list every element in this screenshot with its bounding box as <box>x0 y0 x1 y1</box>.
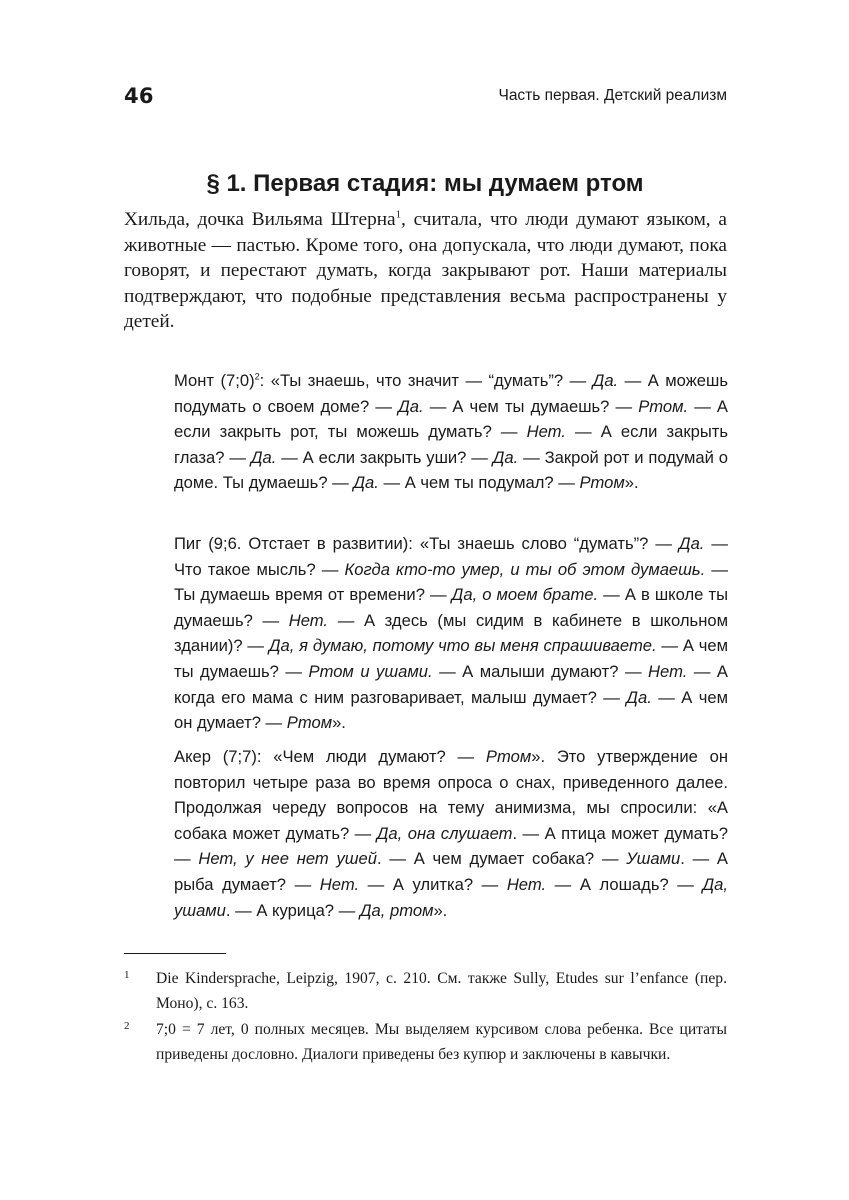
child-answer: Ртом. <box>638 396 689 416</box>
dialogue-text: ». <box>624 473 639 493</box>
dialogue-text: Пиг (9;6. Отстает в развитии): «Ты знаешь слово “думать”? — <box>174 534 679 553</box>
dialogue-text: Монт (7;0) <box>174 371 255 390</box>
dialogue-text: — А чем ты думаешь? — <box>174 636 728 681</box>
footnote-2 <box>124 1018 727 1067</box>
footnote-ref-1[interactable]: 1 <box>395 209 401 221</box>
footnote-mark: 1 <box>124 969 130 981</box>
dialogue-text: — А чем он думает? — <box>174 687 729 733</box>
child-answer: Да. <box>398 396 424 416</box>
child-answer: Ртом <box>286 713 333 733</box>
body-text: , считала, что люди думают языком, а животные — пастью. Кроме того, она допускала, что люди думают, пока говорят, и перестают думать, когда закрывают рот. Наши материалы подтверждают, что подобные представления весьма распространены у детей. <box>124 209 727 332</box>
dialogue-text: — А можешь подумать о своем доме? — <box>174 371 728 416</box>
child-answer: Да, ушами <box>174 874 728 920</box>
footnote-1 <box>124 967 727 1016</box>
child-answer: Да, я думаю, потому что вы меня спрашиваете. <box>268 636 657 656</box>
dialogue-text: . — А курица? — <box>225 900 360 920</box>
child-answer: Да. <box>353 473 379 493</box>
child-answer: Ртом и ушами. <box>308 661 433 681</box>
child-answer: Да. <box>250 447 277 467</box>
child-answer: Нет, у нее нет ушей <box>198 849 377 869</box>
footnote-text: 7;0 = 7 лет, 0 полных месяцев. Мы выделяем курсивом слова ребенка. Все цитаты приведены дословно. Диалоги приведены без купюр и заключены в кавычки. <box>156 1021 727 1063</box>
footnote-ref-2[interactable]: 2 <box>254 371 260 382</box>
child-answer: Нет. <box>319 874 360 894</box>
dialogue-text: — Закрой рот и подумай о доме. Ты думаешь? — <box>174 447 729 493</box>
dialogue-text: — А улитка? — <box>359 874 507 894</box>
dialogue-pig <box>174 531 728 736</box>
dialogue-text: — А в школе ты думаешь? — <box>174 585 728 630</box>
dialogue-text: Акер (7;7): «Чем люди думают? — <box>174 747 486 766</box>
body-text: Хильда, дочка Вильяма Штерна <box>124 209 396 230</box>
dialogue-text: — А чем ты думаешь? — <box>423 396 639 416</box>
child-answer: Да. <box>626 687 652 707</box>
dialogue-text: ». Это утверждение он повторил четыре раза во время опроса о снах, приведенного далее. Продолжая череду вопросов на тему анимизма, мы спросили: «А собака может думать? — <box>174 747 728 843</box>
footnote-separator <box>124 953 226 954</box>
body-paragraph <box>124 207 727 335</box>
child-answer: Да, она слушает <box>376 823 513 843</box>
dialogue-text: — А малыши думают? — <box>432 661 649 681</box>
child-answer: Нет. <box>506 874 547 894</box>
footnote-mark: 2 <box>124 1020 130 1032</box>
dialogue-text: — А если закрыть рот, ты можешь думать? — <box>174 396 729 442</box>
dialogue-text: — А если закрыть глаза? — <box>174 422 729 467</box>
page-number: 46 <box>124 84 154 108</box>
child-answer: Ртом <box>579 473 625 493</box>
child-answer: Когда кто-то умер, и ты об этом думаешь. <box>344 559 706 579</box>
section-title: § 1. Первая стадия: мы думаем ртом <box>206 170 644 197</box>
dialogue-text: . — А птица может думать? — <box>174 823 728 869</box>
child-answer: Да. <box>592 371 619 390</box>
dialogue-text: ». <box>433 900 448 920</box>
dialogue-mont <box>174 368 728 496</box>
dialogue-text: — А лошадь? — <box>546 874 703 894</box>
child-answer: Да. <box>492 447 519 467</box>
dialogue-aker <box>174 744 728 923</box>
child-answer: Нет. <box>288 610 329 630</box>
dialogue-text: . — А рыба думает? — <box>174 849 728 894</box>
child-answer: Ушами <box>626 849 681 869</box>
child-answer: Да, ртом <box>359 900 434 920</box>
dialogue-text: ». <box>332 713 346 733</box>
child-answer: Нет. <box>526 422 566 442</box>
dialogue-text: — А чем ты подумал? — <box>378 473 580 493</box>
running-head: Часть первая. Детский реализм <box>498 87 727 104</box>
dialogue-text: . — А чем думает собака? — <box>377 849 627 869</box>
dialogue-text: — Что такое мысль? — <box>174 534 728 579</box>
dialogue-text: — Ты думаешь время от времени? — <box>174 559 728 605</box>
dialogue-text: — А здесь (мы сидим в кабинете в школьном здании)? — <box>174 610 728 656</box>
dialogue-text: : «Ты знаешь, что значит — “думать”? — <box>259 371 593 390</box>
dialogue-text: — А когда его мама с ним разговаривает, малыш думает? — <box>174 661 729 707</box>
child-answer: Да, о моем брате. <box>451 585 599 605</box>
child-answer: Да. <box>678 534 705 553</box>
child-answer: Нет. <box>648 661 688 681</box>
child-answer: Ртом <box>485 747 532 766</box>
dialogue-text: — А если закрыть уши? — <box>276 447 493 467</box>
footnote-text: Die Kindersprache, Leipzig, 1907, с. 210. См. также Sully, Etudes sur l’enfance (пер. Моно), с. 163. <box>156 970 727 1012</box>
